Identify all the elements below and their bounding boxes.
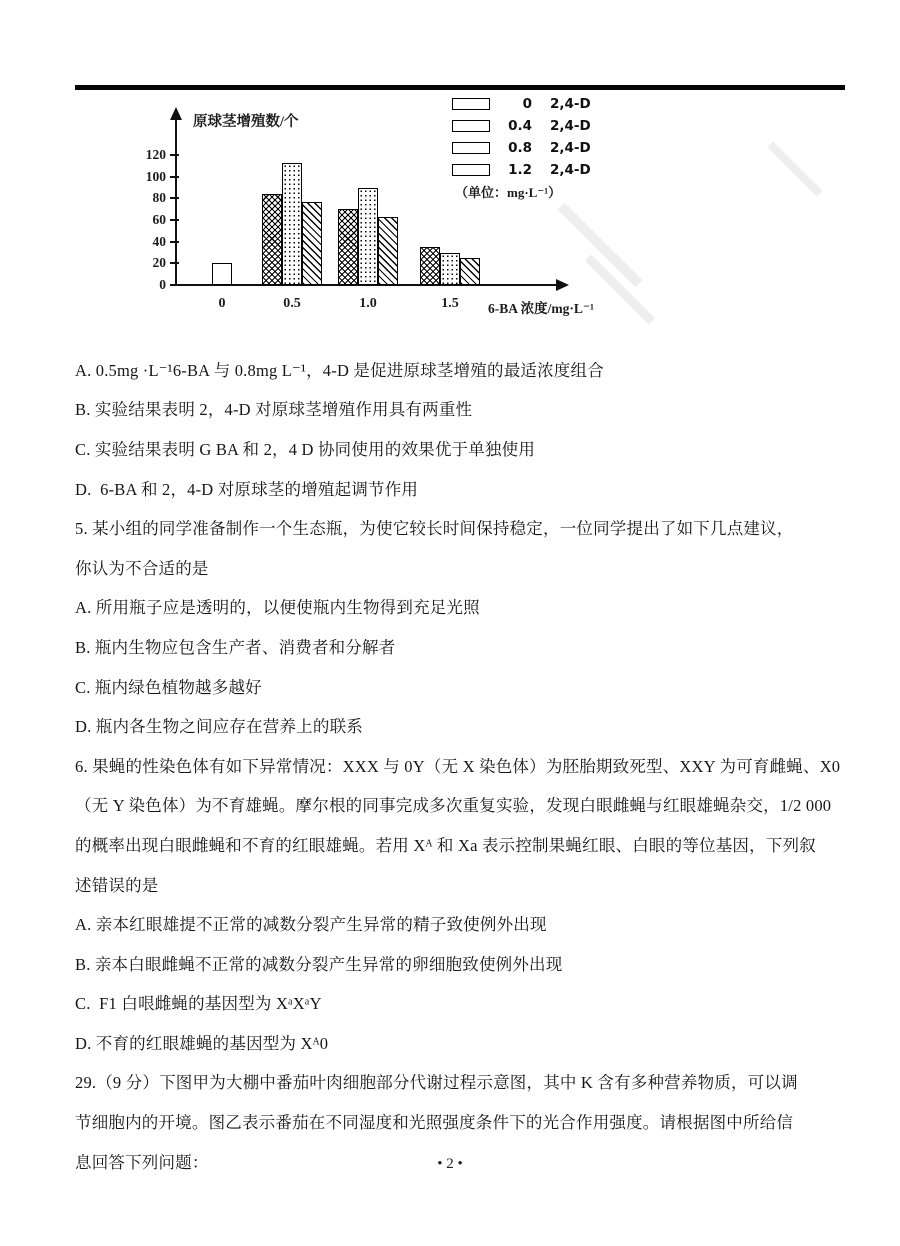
y-tick-label: 20 bbox=[152, 255, 166, 271]
legend-label: 2,4-D bbox=[550, 118, 591, 134]
legend-row bbox=[452, 115, 591, 137]
y-axis-line bbox=[175, 118, 177, 286]
q6-option-d: D. 不育的红眼雄蝇的基因型为 Xᴬ0 bbox=[75, 1033, 329, 1053]
q29-stem-line-3: 息回答下列问题： bbox=[75, 1152, 209, 1172]
x-axis-title: 6-BA 浓度/mg·L⁻¹ bbox=[488, 301, 595, 316]
q6-option-a: A. 亲本红眼雄提不正常的减数分裂产生异常的精子致使例外出现 bbox=[75, 915, 547, 935]
q5-option-a: A. 所用瓶子应是透明的，以便使瓶内生物得到充足光照 bbox=[75, 598, 480, 618]
q6-stem-line-4: 述错误的是 bbox=[75, 875, 159, 895]
x-axis-arrow-icon bbox=[556, 279, 569, 291]
bar-1.2-at-1.5 bbox=[460, 258, 480, 285]
q6-option-c: C. F1 白哏雌蝇的基因型为 XᵃXᵃY bbox=[75, 994, 322, 1014]
q5-option-d: D. 瓶内各生物之间应存在营养上的联系 bbox=[75, 717, 363, 737]
q6-stem-line-1: 6. 果蝇的性染色体有如下异常情况：XXX 与 0Y（无 X 染色体）为胚胎期致死型、XXY 为可育雌蝇、X0 bbox=[75, 756, 841, 776]
legend-label: 2,4-D bbox=[550, 140, 591, 156]
bar-0.8-at-0.5 bbox=[282, 163, 302, 285]
y-tick-mark bbox=[170, 154, 179, 156]
q4-option-b: B. 实验结果表明 2，4-D 对原球茎增殖作用具有两重性 bbox=[75, 400, 473, 420]
legend-swatch-diagonal bbox=[452, 164, 490, 176]
legend-swatch-crosshatch bbox=[452, 120, 490, 132]
bar-0.4-at-1.5 bbox=[420, 247, 440, 285]
legend-swatch-dots bbox=[452, 142, 490, 154]
bar-chart bbox=[0, 0, 900, 345]
page-number: • 2 • bbox=[437, 1156, 463, 1172]
bar-1.2-at-0.5 bbox=[302, 202, 322, 285]
x-category-label: 1.5 bbox=[441, 296, 459, 311]
q4-option-d: D. 6-BA 和 2，4-D 对原球茎的增殖起调节作用 bbox=[75, 479, 419, 499]
y-tick-label: 0 bbox=[159, 277, 166, 292]
q5-option-b: B. 瓶内生物应包含生产者、消费者和分解者 bbox=[75, 637, 396, 657]
y-tick-label: 60 bbox=[152, 212, 166, 227]
chart-legend bbox=[452, 93, 591, 181]
question-text-block bbox=[75, 349, 857, 1180]
legend-label: 2,4-D bbox=[550, 162, 591, 178]
legend-row bbox=[452, 93, 591, 115]
y-tick-mark bbox=[170, 219, 179, 221]
bar-0.4-at-0.5 bbox=[262, 194, 282, 285]
y-tick-label: 80 bbox=[152, 190, 166, 206]
y-tick-label: 120 bbox=[145, 147, 166, 162]
legend-row bbox=[452, 137, 591, 159]
q6-option-b: B. 亲本白眼雌蝇不正常的减数分裂产生异常的卵细胞致使例外出现 bbox=[75, 954, 563, 974]
q4-option-a: A. 0.5mg ·L⁻¹6-BA 与 0.8mg L⁻¹，4-D 是促进原球茎增殖的最适浓度组合 bbox=[75, 360, 604, 380]
y-tick-label: 100 bbox=[145, 168, 166, 184]
legend-swatch-plain bbox=[452, 98, 490, 110]
bar-0-at-0 bbox=[212, 263, 232, 285]
q29-stem-line-1: 29.（9 分）下图甲为大棚中番茄叶肉细胞部分代谢过程示意图，其中 K 含有多种营养物质，可以调 bbox=[75, 1073, 798, 1093]
q5-stem-line-2: 你认为不合适的是 bbox=[75, 558, 209, 578]
chart-legend-unit: （单位：mg·L⁻¹） bbox=[455, 185, 562, 200]
legend-value: 1.2 bbox=[508, 162, 532, 178]
y-tick-mark bbox=[170, 262, 179, 264]
q4-option-c: C. 实验结果表明 G BA 和 2，4 D 协同使用的效果优于单独使用 bbox=[75, 439, 536, 459]
q5-option-c: C. 瓶内绿色植物越多越好 bbox=[75, 677, 262, 697]
q5-stem-line-1: 5. 某小组的同学准备制作一个生态瓶，为使它较长时间保持稳定，一位同学提出了如下几点建议， bbox=[75, 519, 794, 539]
legend-value: 0.4 bbox=[508, 118, 532, 134]
q29-stem-line-2: 节细胞内的开境。图乙表示番茄在不同湿度和光照强度条件下的光合作用强度。请根据图中所给信 bbox=[75, 1113, 794, 1133]
bar-0.4-at-1.0 bbox=[338, 209, 358, 285]
y-tick-mark bbox=[170, 284, 179, 286]
q6-stem-line-3: 的概率出现白眼雌蝇和不育的红眼雄蝇。若用 Xᴬ 和 Xa 表示控制果蝇红眼、白眼的等位基因，下列叙 bbox=[75, 835, 816, 855]
bar-0.8-at-1.0 bbox=[358, 188, 378, 285]
y-tick-label: 40 bbox=[152, 233, 166, 249]
y-tick-mark bbox=[170, 197, 179, 199]
watermark-mark bbox=[585, 254, 655, 324]
legend-label: 2,4-D bbox=[550, 96, 591, 112]
legend-row bbox=[452, 159, 591, 181]
x-category-label: 0.5 bbox=[283, 296, 301, 311]
watermark-mark bbox=[767, 141, 822, 196]
y-axis-title: 原球茎增殖数/个 bbox=[193, 114, 299, 130]
watermark-mark bbox=[558, 203, 643, 288]
legend-value: 0 bbox=[522, 96, 532, 112]
legend-value: 0.8 bbox=[508, 140, 532, 156]
x-category-label: 1.0 bbox=[359, 296, 377, 311]
x-category-label: 0 bbox=[218, 296, 226, 311]
y-tick-mark bbox=[170, 241, 179, 243]
bar-1.2-at-1.0 bbox=[378, 217, 398, 285]
bar-0.8-at-1.5 bbox=[440, 253, 460, 285]
y-tick-mark bbox=[170, 176, 179, 178]
q6-stem-line-2: （无 Y 染色体）为不育雄蝇。摩尔根的同事完成多次重复实验，发现白眼雌蝇与红眼雄蝇杂交，1/2 000 bbox=[75, 796, 832, 816]
